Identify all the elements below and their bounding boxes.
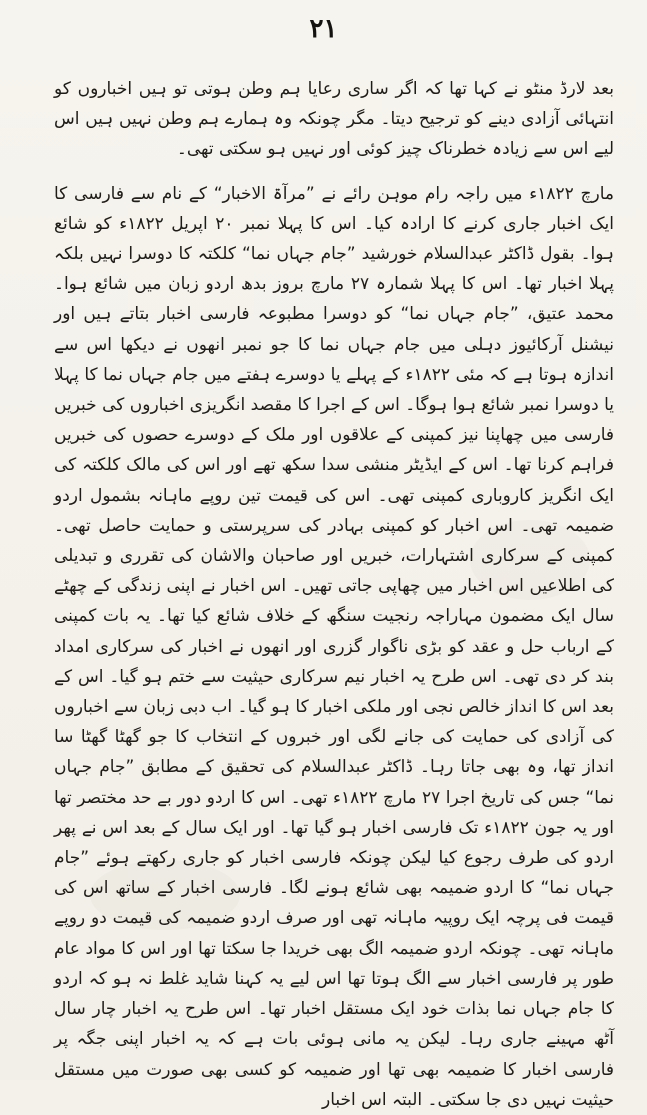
paragraph: بعد لارڈ منٹو نے کہا تھا کہ اگر ساری رعایا ہم وطن ہوتی تو ہیں اخباروں کو انتہائی آزادی دینے کو ترجیح دیتا۔ مگر چونکہ وہ ہمارے ہم وطن نہیں ہیں اس لیے اس سے زیادہ خطرناک چیز کوئی اور نہیں ہو سکتی تھی۔ [54,79,614,160]
paragraph: مارچ ۱۸۲۲ء میں راجہ رام موہن رائے نے ”مرآۃ الاخبار“ کے نام سے فارسی کا ایک اخبار جاری کرنے کا ارادہ کیا۔ اس کا پہلا نمبر ۲۰ اپریل ۱۸۲۲ء کو شائع ہوا۔ بقول ڈاکٹر عبدالسلام خورشید ”جام جہاں نما“ کلکتہ کا دوسرا نہیں بلکہ پہلا اخبار تھا۔ اس کا پہلا شمارہ ۲۷ مارچ بروز بدھ اردو زبان میں شائع ہوا۔ محمد عتیق، ”جام جہاں نما“ کو دوسرا مطبوعہ فارسی اخبار بتاتے ہیں اور نیشنل آرکائیوز دہلی میں جام جہاں نما کا جو نمبر انھوں نے دیکھا اس سے اندازہ ہوتا ہے کہ مئی ۱۸۲۲ء کے پہلے یا دوسرے ہفتے میں جام جہاں نما کا پہلا یا دوسرا نمبر شائع ہوا ہوگا۔ اس کے اجرا کا مقصد انگریزی اخباروں کی خبریں فارسی میں چھاپنا نیز کمپنی کے علاقوں اور ملک کے دوسرے حصوں کی خبریں فراہم کرنا تھا۔ اس کے ایڈیٹر منشی سدا سکھ تھے اور اس کی مالک کلکتہ کی ایک انگریز کاروباری کمپنی تھی۔ اس کی قیمت تین روپے ماہانہ بشمول اردو ضمیمہ تھی۔ اس اخبار کو کمپنی بہادر کی سرپرستی و حمایت حاصل تھی۔ کمپنی کے سرکاری اشتہارات، خبریں اور صاحبان والاشان کی تقرری و تبدیلی کی اطلاعیں اس اخبار میں چھاپی جاتی تھیں۔ اس اخبار نے اپنی زندگی کے چھٹے سال ایک مضمون مہاراجہ رنجیت سنگھ کے خلاف شائع کیا تھا۔ یہ بات کمپنی کے ارباب حل و عقد کو بڑی ناگوار گزری اور انھوں نے اخبار کی سرکاری امداد بند کر دی تھی۔ اس طرح یہ اخبار نیم سرکاری حیثیت سے ختم ہو گیا۔ اس کے بعد اس کا انداز خالص نجی اور ملکی اخبار کا ہو گیا۔ اب دبی زبان سے اخباروں کی آزادی کی حمایت کی جانے لگی اور خبروں کے انتخاب کا جو گھٹا گھٹا سا انداز تھا، وہ بھی جاتا رہا۔ ڈاکٹر عبدالسلام کی تحقیق کے مطابق ”جام جہاں نما“ جس کی تاریخ اجرا ۲۷ مارچ ۱۸۲۲ء تھی۔ اس کا اردو دور بے حد مختصر تھا اور یہ جون ۱۸۲۲ء تک فارسی اخبار ہو گیا تھا۔ اور ایک سال کے بعد اس نے پھر اردو کی طرف رجوع کیا لیکن چونکہ فارسی اخبار کو جاری رکھتے ہوئے ”جام جہاں نما“ کا اردو ضمیمہ بھی شائع ہونے لگا۔ فارسی اخبار کے ساتھ اس کی قیمت فی پرچہ ایک روپیہ ماہانہ تھی اور صرف اردو ضمیمہ کی قیمت دو روپے ماہانہ تھی۔ چونکہ اردو ضمیمہ الگ بھی خریدا جا سکتا تھا اور اس کا مواد عام طور پر فارسی اخبار سے الگ ہوتا تھا اس لیے یہ کہنا شاید غلط نہ ہو کہ اردو کا جام جہاں نما بذات خود ایک مستقل اخبار تھا۔ اس طرح یہ اخبار چار سال آٹھ مہینے جاری رہا۔ لیکن یہ مانی ہوئی بات ہے کہ یہ اخبار اپنی جگہ پر فارسی اخبار کا ضمیمہ بھی تھا اور ضمیمہ کو کسی بھی صورت میں مستقل حیثیت نہیں دی جا سکتی۔ البتہ اس اخبار [54,183,615,1110]
body-text [54,74,614,1115]
page-number: ۲۱ [309,14,338,44]
